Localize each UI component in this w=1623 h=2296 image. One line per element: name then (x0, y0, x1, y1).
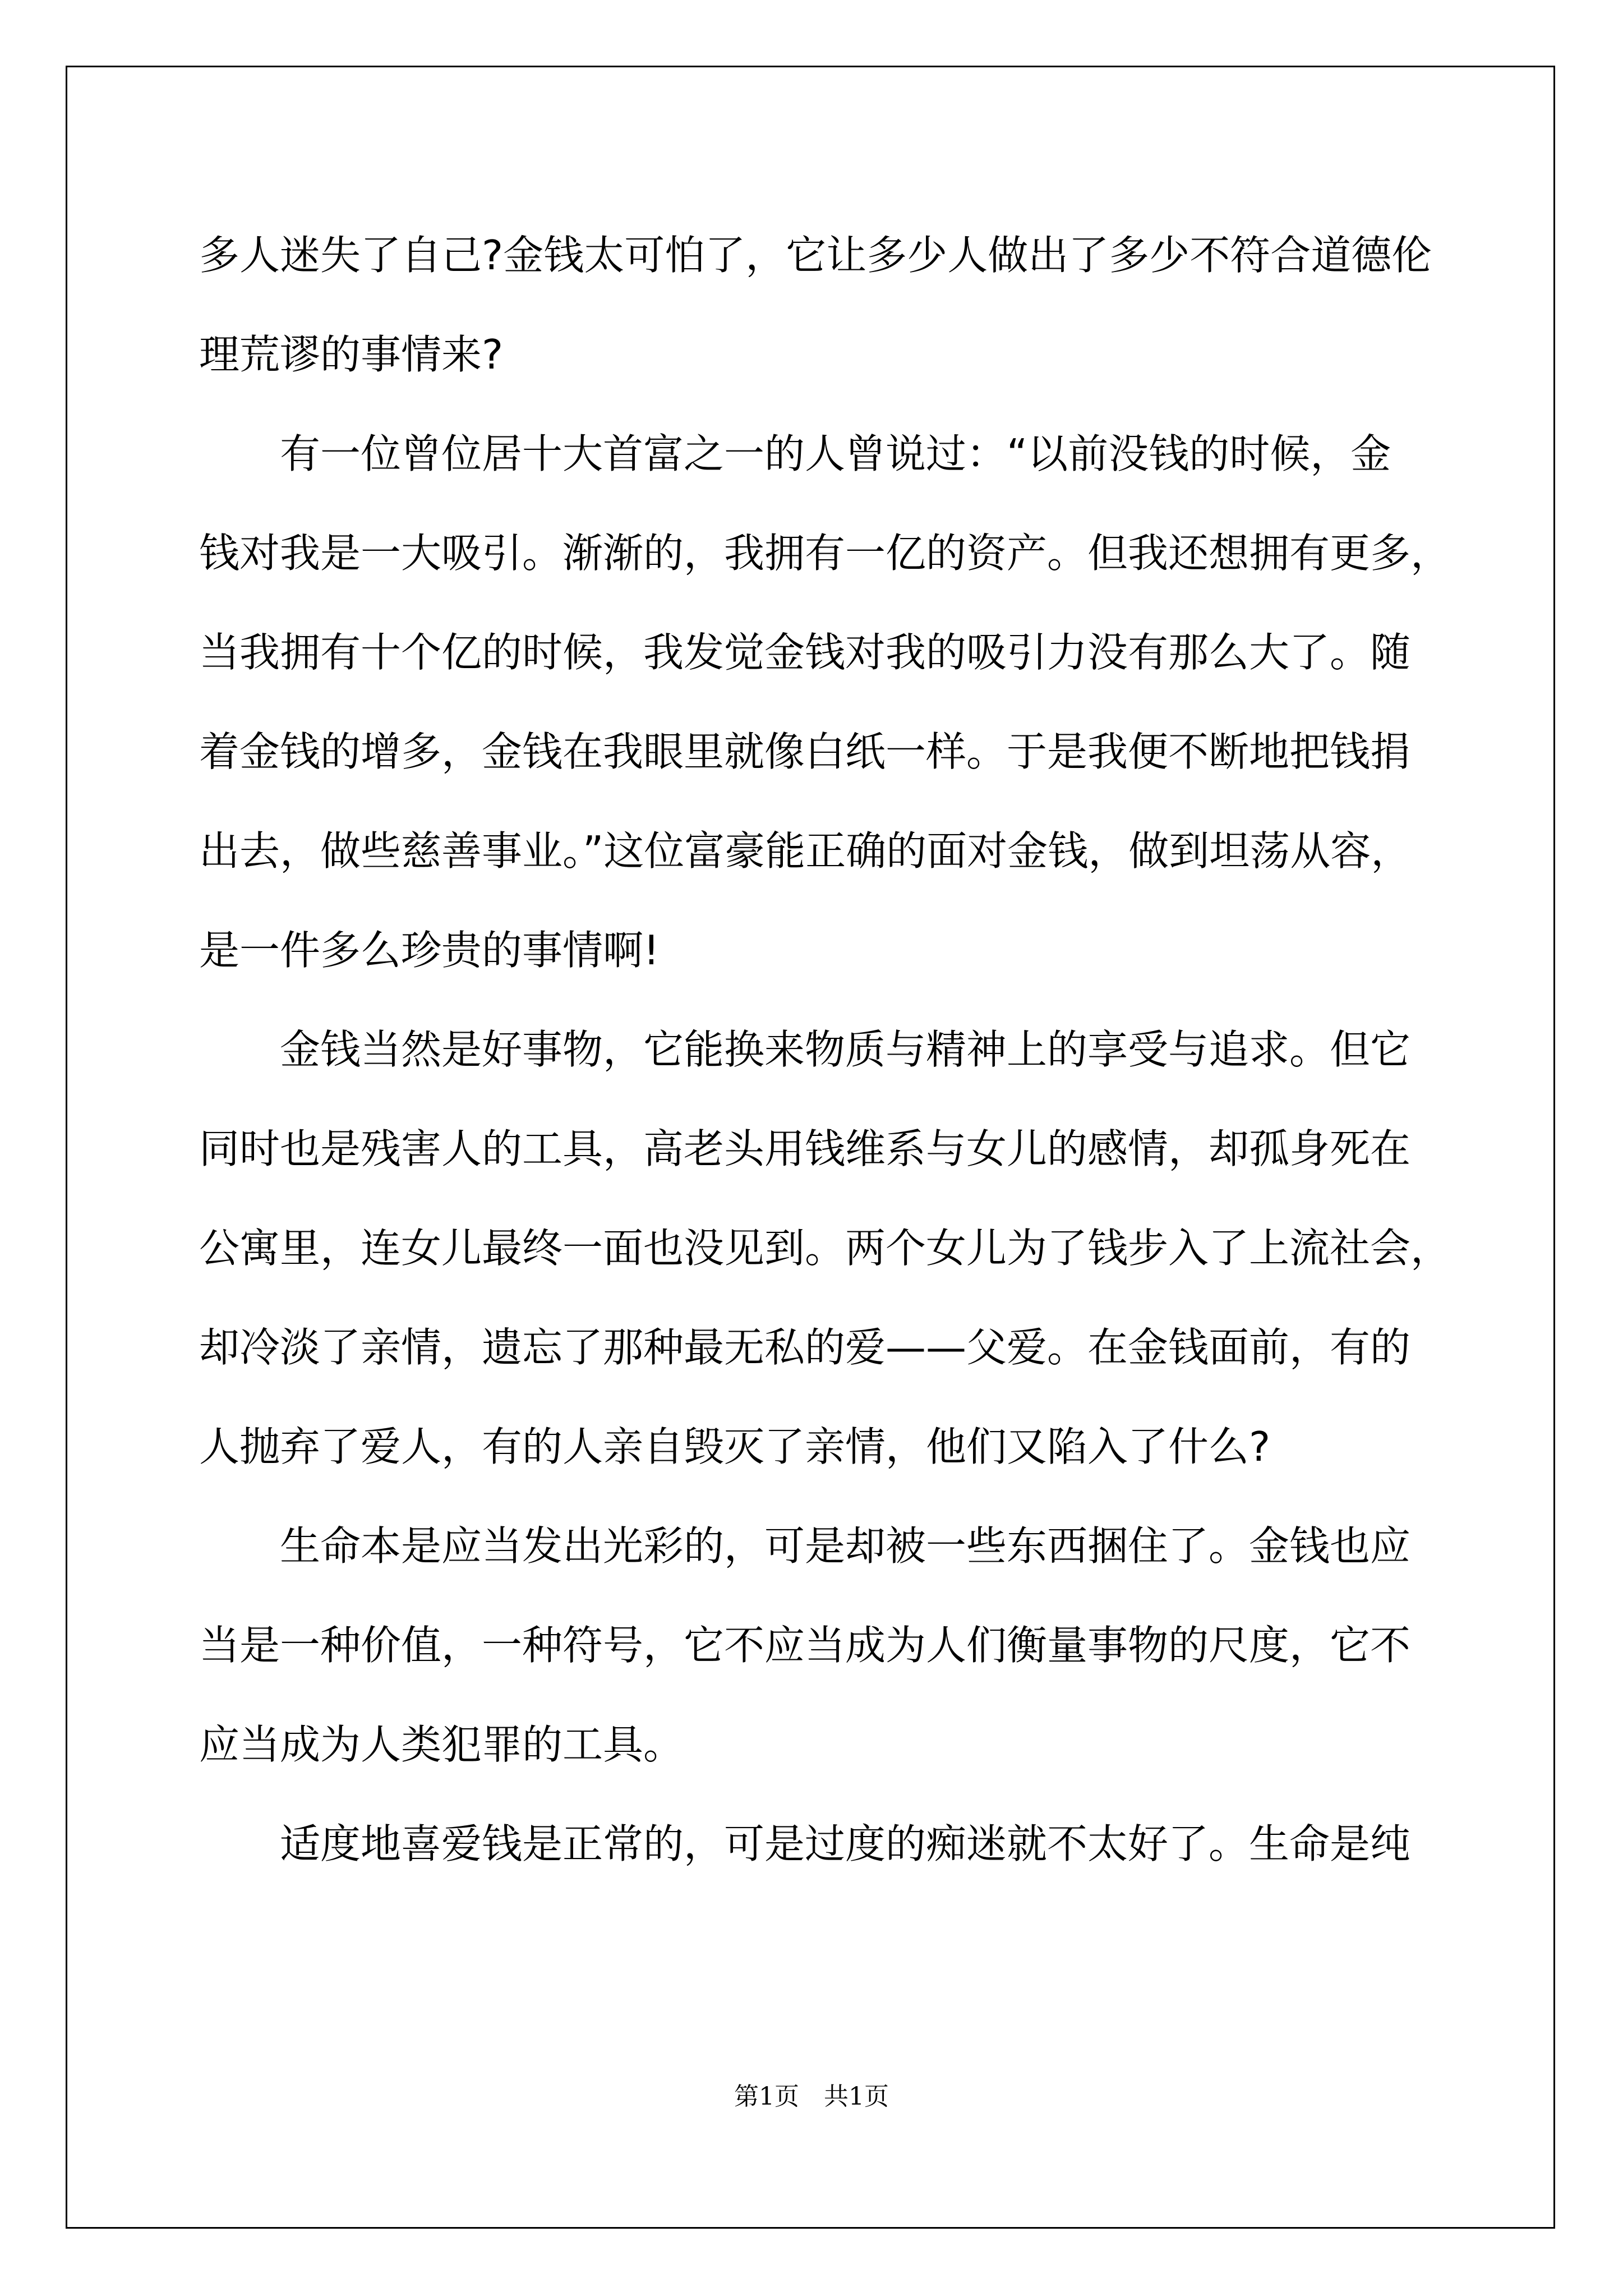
text-line: 出去，做些慈善事业。”这位富豪能正确的面对金钱，做到坦荡从容， (199, 827, 1412, 875)
page-number-footer: 第1页 共1页 (734, 2082, 889, 2111)
text-line: 公寓里，连女儿最终一面也没见到。两个女儿为了钱步入了上流社会， (199, 1225, 1451, 1272)
text-line: 同时也是残害人的工具，高老头用钱维系与女儿的感情，却孤身死在 (199, 1125, 1411, 1172)
text-line: 当是一种价值，一种符号，它不应当成为人们衡量事物的尺度，它不 (199, 1622, 1411, 1669)
text-line: 当我拥有十个亿的时候，我发觉金钱对我的吸引力没有那么大了。随 (199, 629, 1411, 676)
text-line: 是一件多么珍贵的事情啊! (199, 927, 660, 974)
text-line: 却冷淡了亲情，遗忘了那种最无私的爱——父爱。在金钱面前，有的 (199, 1324, 1411, 1371)
text-line: 应当成为人类犯罪的工具。 (199, 1721, 684, 1768)
text-line: 有一位曾位居十大首富之一的人曾说过：“以前没钱的时候，金 (199, 430, 1391, 477)
text-line: 金钱当然是好事物，它能换来物质与精神上的享受与追求。但它 (199, 1026, 1411, 1073)
text-line: 人抛弃了爱人，有的人亲自毁灭了亲情，他们又陷入了什么? (199, 1423, 1271, 1470)
text-line: 理荒谬的事情来? (199, 331, 504, 378)
text-line: 多人迷失了自己?金钱太可怕了，它让多少人做出了多少不符合道德伦 (199, 232, 1432, 279)
text-line: 着金钱的增多，金钱在我眼里就像白纸一样。于是我便不断地把钱捐 (199, 728, 1411, 775)
text-line: 适度地喜爱钱是正常的，可是过度的痴迷就不太好了。生命是纯 (199, 1820, 1411, 1867)
text-line: 生命本是应当发出光彩的，可是却被一些东西捆住了。金钱也应 (199, 1522, 1411, 1570)
text-line: 钱对我是一大吸引。渐渐的，我拥有一亿的资产。但我还想拥有更多， (199, 530, 1451, 577)
document-body (199, 206, 1451, 1894)
